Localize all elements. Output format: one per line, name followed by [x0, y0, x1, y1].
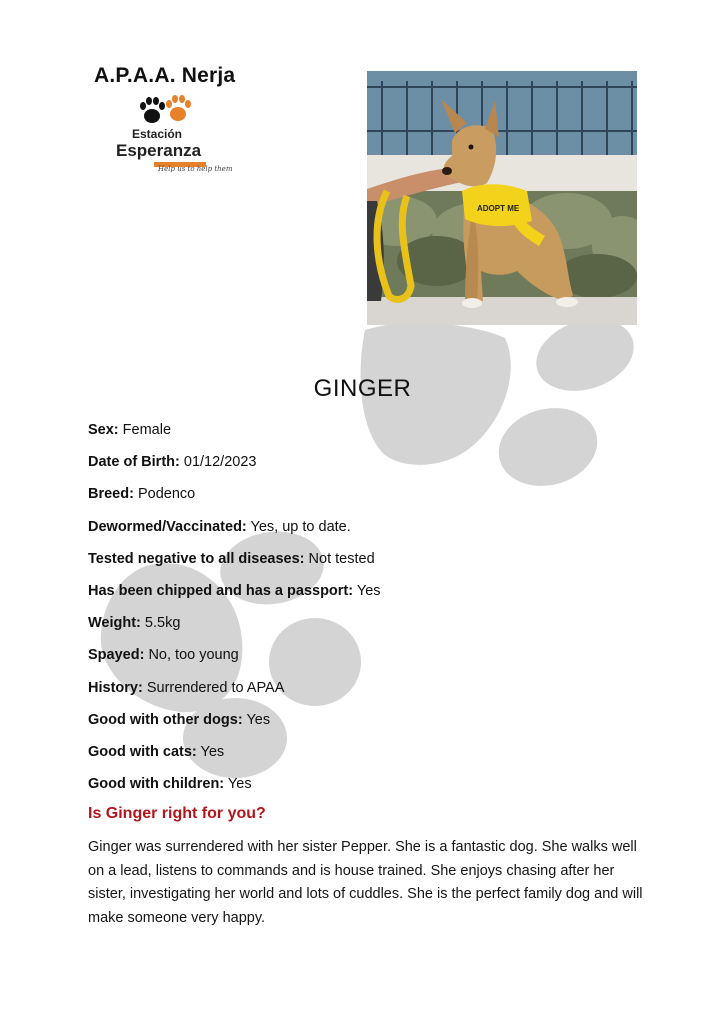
- fact-value: 01/12/2023: [183, 454, 257, 471]
- fact-label: Dewormed/Vaccinated:: [88, 518, 247, 535]
- fact-date-of-birth: [88, 452, 381, 484]
- fact-label: Breed:: [88, 486, 134, 503]
- fact-sex: [88, 420, 381, 452]
- fact-label: Has been chipped and has a passport:: [88, 582, 354, 599]
- fact-value: Not tested: [308, 550, 375, 567]
- fact-value: No, too young: [148, 647, 239, 664]
- dog-facts-list: [88, 420, 381, 806]
- fact-breed: [88, 484, 381, 516]
- fact-value: Podenco: [137, 486, 196, 503]
- fact-value: Surrendered to APAA: [146, 679, 285, 696]
- fact-dewormed-vaccinated: [88, 517, 381, 549]
- fact-spayed: [88, 645, 381, 677]
- fact-chipped-passport: [88, 581, 381, 613]
- fact-tested-negative: [88, 549, 381, 581]
- fact-label: Weight:: [88, 615, 141, 632]
- fact-value: 5.5kg: [144, 615, 181, 632]
- fact-label: Good with cats:: [88, 743, 197, 760]
- dog-photo: [367, 71, 637, 325]
- logo-esperanza-text: Esperanza: [116, 141, 202, 160]
- section-heading: Is Ginger right for you?: [88, 805, 266, 822]
- fact-value: Female: [122, 422, 172, 438]
- fact-good-with-dogs: [88, 710, 381, 742]
- fact-good-with-cats: [88, 742, 381, 774]
- paw-prints-icon: [136, 94, 196, 126]
- organization-logo: [92, 64, 242, 179]
- fact-label: Good with children:: [88, 776, 225, 793]
- description-paragraph: Ginger was surrendered with her sister Pepper. She is a fantastic dog. She walks well on a lead, listens to commands and is house trained. She enjoys chasing after her sister, investigating her world and lots of cuddles. She is the perfect family dog and will make someone very happy.: [88, 839, 643, 926]
- fact-history: [88, 678, 381, 710]
- fact-label: Sex:: [88, 422, 119, 438]
- fact-value: Yes: [227, 776, 252, 793]
- fact-value: Yes: [200, 743, 225, 760]
- fact-label: Date of Birth:: [88, 454, 180, 471]
- fact-label: History:: [88, 679, 143, 696]
- harness-label: ADOPT ME: [477, 204, 520, 213]
- logo-station-text: Estación: [132, 127, 183, 141]
- fact-value: Yes: [356, 582, 381, 599]
- dog-name-title: GINGER: [313, 375, 412, 402]
- fact-label: Spayed:: [88, 647, 145, 664]
- fact-label: Good with other dogs:: [88, 711, 243, 728]
- fact-weight: [88, 613, 381, 645]
- fact-value: Yes: [246, 711, 271, 728]
- logo-tagline: Help us to help them: [158, 165, 233, 173]
- fact-value: Yes, up to date.: [250, 518, 351, 535]
- fact-good-with-children: [88, 774, 381, 806]
- fact-label: Tested negative to all diseases:: [88, 550, 305, 567]
- logo-title: A.P.A.A. Nerja: [94, 64, 236, 87]
